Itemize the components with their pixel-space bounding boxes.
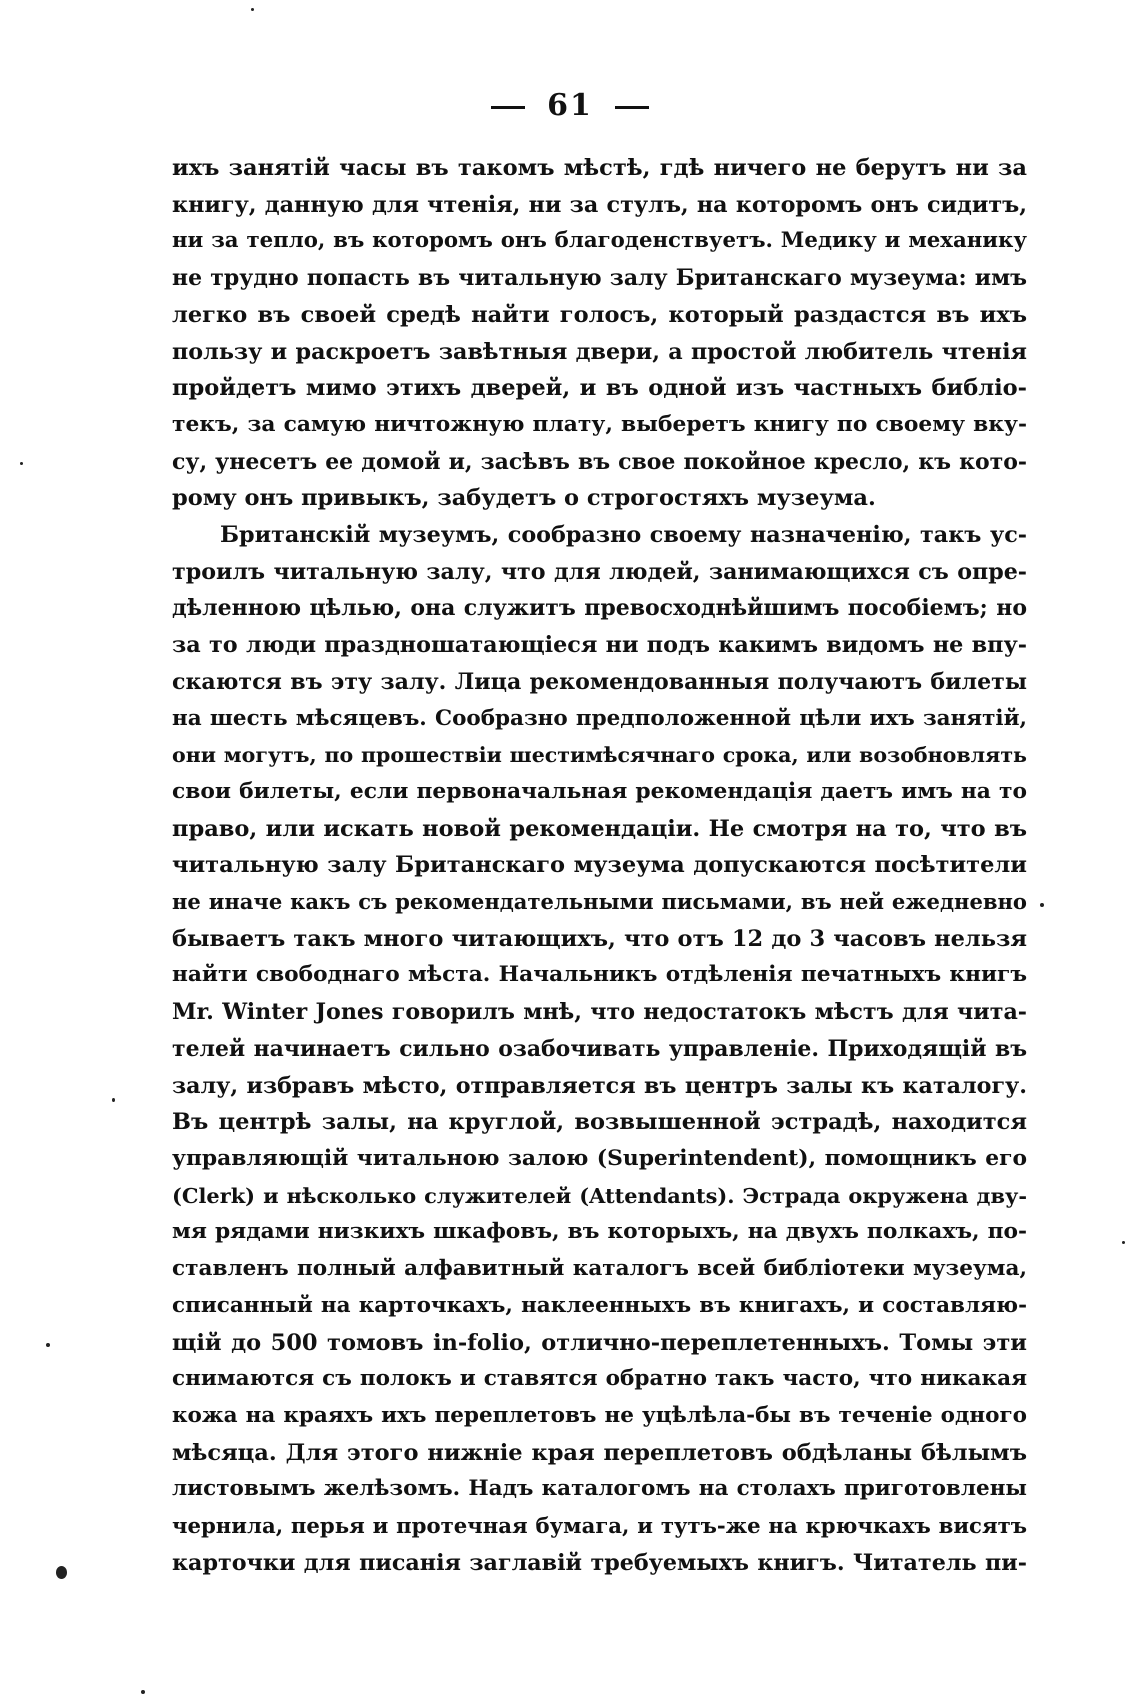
text-line: кожа на краяхъ ихъ переплетовъ не уцѣлѣла-бы въ теченіе одного xyxy=(172,1402,1027,1428)
text-line: ни за тепло, въ которомъ онъ благоденствуетъ. Медику и механику xyxy=(172,228,1027,254)
scan-speck xyxy=(251,8,254,11)
text-line: снимаются съ полокъ и ставятся обратно такъ часто, что никакая xyxy=(172,1366,1027,1392)
text-line: книгу, данную для чтенія, ни за стулъ, на которомъ онъ сидитъ, xyxy=(172,191,1027,218)
text-line: щій до 500 томовъ in-folio, отлично-переплетенныхъ. Томы эти xyxy=(172,1329,1027,1356)
scan-speck xyxy=(56,1566,67,1579)
header-dash-left xyxy=(491,106,525,109)
scan-speck xyxy=(46,1343,50,1347)
text-line: они могутъ, по прошествіи шестимѣсячнаго срока, или возобновлять xyxy=(172,743,1027,768)
text-line: свои билеты, если первоначальная рекомендація даетъ имъ на то xyxy=(172,778,1027,804)
text-line: управляющій читальною залою (Superintendent), помощникъ его xyxy=(172,1145,1027,1171)
text-line: Mr. Winter Jones говорилъ мнѣ, что недостатокъ мѣстъ для чита- xyxy=(172,999,1027,1026)
text-line: легко въ своей средѣ найти голосъ, который раздастся въ ихъ xyxy=(172,301,1027,328)
text-line: троилъ читальную залу, что для людей, занимающихся съ опре- xyxy=(172,558,1027,585)
scan-speck xyxy=(1122,1241,1125,1244)
body-text xyxy=(172,150,1027,1581)
paragraph-1 xyxy=(172,150,1027,517)
scan-speck xyxy=(1040,903,1044,907)
page-number: 61 xyxy=(547,88,593,123)
text-line: Въ центрѣ залы, на круглой, возвышенной эстрадѣ, находится xyxy=(172,1109,1027,1136)
text-line: ихъ занятій часы въ такомъ мѣстѣ, гдѣ ничего не берутъ ни за xyxy=(172,155,1027,181)
text-line: скаются въ эту залу. Лица рекомендованныя получаютъ билеты xyxy=(172,668,1027,695)
text-line: Британскій музеумъ, сообразно своему назначенію, такъ ус- xyxy=(220,522,1027,549)
text-line: (Clerk) и нѣсколько служителей (Attendants). Эстрада окружена дву- xyxy=(172,1182,1027,1208)
text-line: чернила, перья и протечная бумага, и тутъ-же на крючкахъ висятъ xyxy=(172,1513,1027,1539)
scan-speck xyxy=(141,1690,145,1694)
text-line: залу, избравъ мѣсто, отправляется въ центръ залы къ каталогу. xyxy=(172,1072,1027,1099)
text-line: на шесть мѣсяцевъ. Сообразно предположенной цѣли ихъ занятій, xyxy=(172,705,1027,731)
text-line: найти свободнаго мѣста. Начальникъ отдѣленія печатныхъ книгъ xyxy=(172,962,1027,988)
text-line: мѣсяца. Для этого нижніе края переплетовъ обдѣланы бѣлымъ xyxy=(172,1439,1027,1466)
text-line: телей начинаетъ сильно озабочивать управленіе. Приходящій въ xyxy=(172,1035,1027,1062)
text-line: рому онъ привыкъ, забудетъ о строгостяхъ музеума. xyxy=(172,485,876,512)
text-line: не иначе какъ съ рекомендательными письмами, въ ней ежедневно xyxy=(172,889,1027,915)
text-line: текъ, за самую ничтожную плату, выберетъ книгу по своему вку- xyxy=(172,411,1027,437)
text-line: дѣленною цѣлью, она служитъ превосходнѣйшимъ пособіемъ; но xyxy=(172,595,1027,622)
text-line: карточки для писанія заглавій требуемыхъ книгъ. Читатель пи- xyxy=(172,1549,1027,1576)
text-line: листовымъ желѣзомъ. Надъ каталогомъ на столахъ приготовлены xyxy=(172,1476,1027,1502)
text-line: читальную залу Британскаго музеума допускаются посѣтители xyxy=(172,852,1027,879)
text-line: мя рядами низкихъ шкафовъ, въ которыхъ, на двухъ полкахъ, по- xyxy=(172,1219,1027,1245)
text-line: пользу и раскроетъ завѣтныя двери, а простой любитель чтенія xyxy=(172,338,1027,365)
text-line: пройдетъ мимо этихъ дверей, и въ одной изъ частныхъ библіо- xyxy=(172,375,1027,402)
text-line: ставленъ полный алфавитный каталогъ всей библіотеки музеума, xyxy=(172,1256,1027,1282)
text-line: за то люди праздношатающіеся ни подъ какимъ видомъ не впу- xyxy=(172,632,1027,659)
scan-speck xyxy=(20,462,23,465)
paragraph-2 xyxy=(172,517,1027,1581)
text-line: право, или искать новой рекомендаціи. Не смотря на то, что въ xyxy=(172,815,1027,842)
text-line: су, унесетъ ее домой и, засѣвъ въ свое покойное кресло, къ кото- xyxy=(172,448,1027,475)
text-line: бываетъ такъ много читающихъ, что отъ 12 до 3 часовъ нельзя xyxy=(172,925,1027,952)
scan-speck xyxy=(112,1098,115,1102)
text-line: не трудно попасть въ читальную залу Британскаго музеума: имъ xyxy=(172,265,1027,292)
header-dash-right xyxy=(615,106,649,109)
page-header xyxy=(0,88,1140,123)
text-line: списанный на карточкахъ, наклеенныхъ въ книгахъ, и составляю- xyxy=(172,1292,1027,1318)
